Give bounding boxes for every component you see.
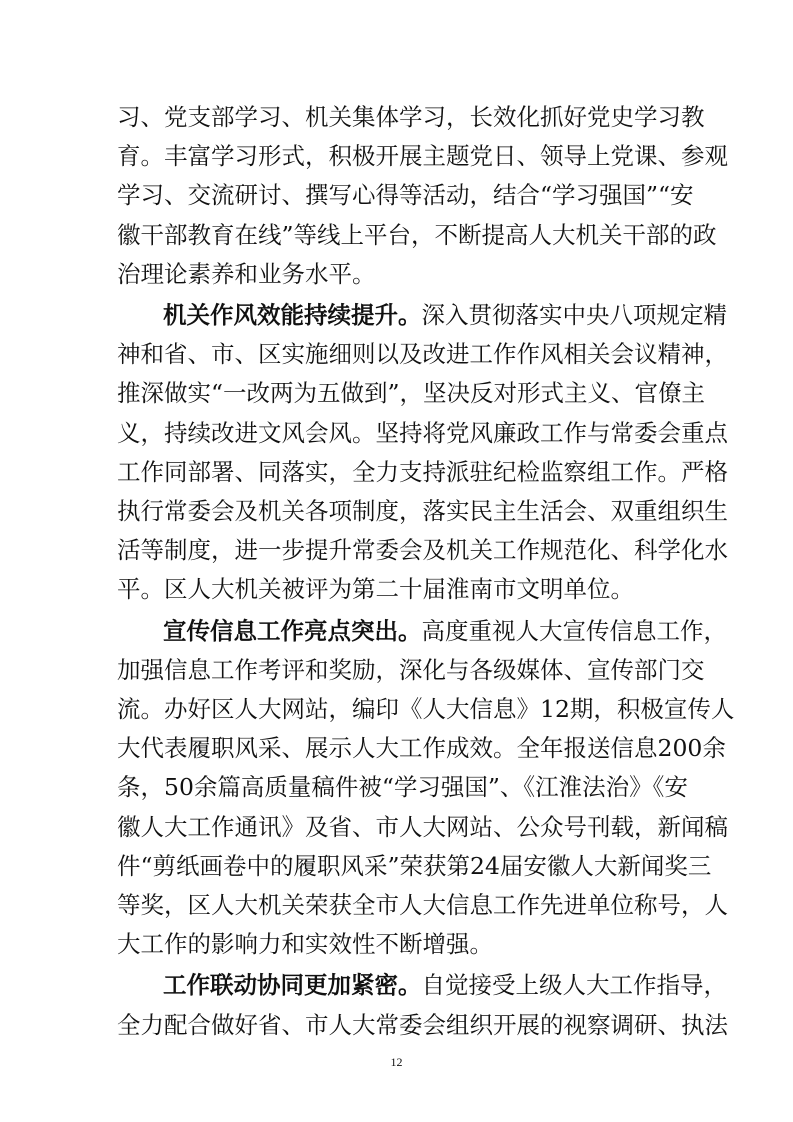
paragraph-first-line	[163, 297, 727, 333]
text-run: 深入贯彻落实中央八项规定精	[421, 301, 727, 329]
text-line: 大工作的影响力和实效性不断增强。	[117, 930, 493, 959]
text-line: 推深做实“一改两为五做到”，坚决反对形式主义、官僚主	[117, 379, 706, 408]
text-line: 义，持续改进文风会风。坚持将党风廉政工作与常委会重点	[117, 418, 728, 447]
section-heading: 宣传信息工作亮点突出。	[163, 616, 422, 645]
text-line: 习、党支部学习、机关集体学习，长效化抓好党史学习教	[117, 103, 705, 131]
text-line: 徽干部教育在线”等线上平台，不断提高人大机关干部的政	[117, 220, 717, 249]
text-line: 件“剪纸画卷中的履职风采”荣获第24届安徽人大新闻奖三	[117, 851, 712, 880]
text-line: 平。区人大机关被评为第二十届淮南市文明单位。	[117, 575, 634, 604]
text-line: 条，50余篇高质量稿件被“学习强国”、《江淮法治》《安	[117, 773, 688, 802]
text-line: 执行常委会及机关各项制度，落实民主生活会、双重组织生	[117, 497, 728, 525]
text-line: 活等制度，进一步提升常委会及机关工作规范化、科学化水	[117, 536, 728, 565]
text-line: 治理论素养和业务水平。	[117, 259, 376, 288]
text-line: 神和省、市、区实施细则以及改进工作作风相关会议精神，	[117, 340, 728, 369]
text-line: 大代表履职风采、展示人大工作成效。全年报送信息200余	[117, 734, 726, 763]
text-line: 等奖，区人大机关荣获全市人大信息工作先进单位称号，人	[117, 891, 728, 919]
text-run: 自觉接受上级人大工作指导，	[421, 971, 727, 1000]
page-number: 12	[390, 1054, 403, 1069]
section-heading: 机关作风效能持续提升。	[163, 301, 422, 329]
paragraph-first-line	[163, 613, 727, 649]
paragraph-first-line	[163, 967, 727, 1003]
text-line: 流。办好区人大网站，编印《人大信息》12期，积极宣传人	[117, 695, 735, 723]
text-line: 加强信息工作考评和奖励，深化与各级媒体、宣传部门交	[117, 655, 705, 684]
text-run: 高度重视人大宣传信息工作，	[421, 616, 727, 645]
text-line: 全力配合做好省、市人大常委会组织开展的视察调研、执法	[117, 1010, 728, 1039]
section-heading: 工作联动协同更加紧密。	[163, 971, 422, 1000]
text-line: 工作同部署、同落实，全力支持派驻纪检监察组工作。严格	[117, 457, 728, 486]
text-line: 徽人大工作通讯》及省、市人大网站、公众号刊载，新闻稿	[117, 812, 728, 841]
text-line: 学习、交流研讨、撰写心得等活动，结合“学习强国”“安	[117, 181, 694, 210]
text-line: 育。丰富学习形式，积极开展主题党日、领导上党课、参观	[117, 142, 728, 171]
